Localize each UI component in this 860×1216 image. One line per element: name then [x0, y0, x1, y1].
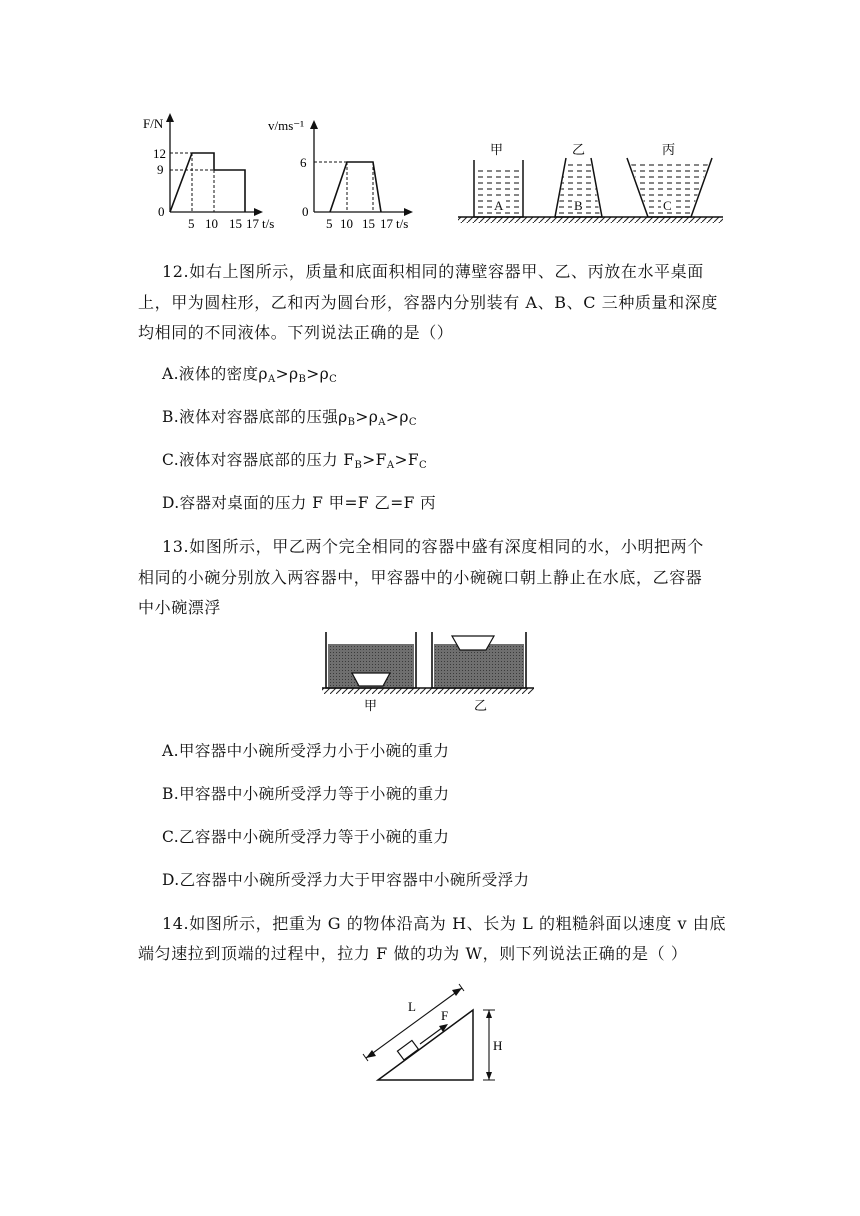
velocity-tick-6: 6 [300, 155, 307, 170]
q12-option-c[interactable]: C.液体对容器底部的压力 $F_B>F_A>F_C$ [162, 451, 428, 471]
force-xtick-17: 17 [246, 216, 259, 231]
q14-stem-line-2: 端匀速拉到顶端的过程中，拉力 F 做的功为 W，则下列说法正确的是（ ） [138, 944, 688, 963]
incline-label-f: F [441, 1008, 449, 1023]
velocity-axis-label: v/ms⁻¹ [268, 118, 305, 133]
force-time-graph [166, 113, 263, 216]
force-origin: 0 [158, 204, 165, 219]
velocity-xtick-15: 15 [362, 216, 375, 231]
incline-label-h: H [493, 1038, 503, 1053]
incline-figure [352, 976, 512, 1088]
liquid-label-c: C [663, 198, 672, 213]
q13-option-c[interactable]: C.乙容器中小碗所受浮力等于小碗的重力 [162, 828, 450, 846]
q13-option-d[interactable]: D.乙容器中小碗所受浮力大于甲容器中小碗所受浮力 [162, 871, 530, 889]
velocity-xtick-5: 5 [326, 216, 333, 231]
q13-stem-line-1: 13.如图所示，甲乙两个完全相同的容器中盛有深度相同的水，小明把两个 [162, 537, 704, 556]
figure-label-jia: 甲 [364, 698, 378, 713]
velocity-time-graph [310, 120, 413, 216]
liquid-label-b: B [574, 198, 583, 213]
force-xtick-10: 10 [205, 216, 218, 231]
figure-label-yi: 乙 [474, 698, 488, 713]
q13-option-b[interactable]: B.甲容器中小碗所受浮力等于小碗的重力 [162, 785, 450, 803]
force-tick-9: 9 [157, 162, 164, 177]
q12-option-b-prefix: B.液体对容器底部的压强 [162, 408, 339, 426]
q12-option-d[interactable]: D.容器对桌面的压力 F 甲=F 乙=F 丙 [162, 494, 437, 512]
top-figures [0, 0, 860, 240]
q12-option-a[interactable]: A.液体的密度$\rho_A>\rho_B>\rho_C$ [162, 365, 338, 385]
liquid-label-a: A [494, 198, 504, 213]
container-label-bing: 丙 [662, 142, 676, 157]
q12-stem-line-2: 上，甲为圆柱形，乙和丙为圆台形，容器内分别装有 A、B、C 三种质量和深度 [138, 293, 718, 312]
velocity-xtick-17: 17 [380, 216, 393, 231]
force-xtick-15: 15 [229, 216, 242, 231]
bowl-in-water-figure [318, 628, 538, 716]
force-xaxis-label: t/s [262, 216, 275, 231]
container-label-yi: 乙 [572, 142, 586, 157]
q13-option-a[interactable]: A.甲容器中小碗所受浮力小于小碗的重力 [162, 742, 450, 760]
q14-stem-line-1: 14.如图所示，把重为 G 的物体沿高为 H、长为 L 的粗糙斜面以速度 v 由底 [162, 914, 727, 933]
force-xtick-5: 5 [188, 216, 195, 231]
containers-figure [458, 158, 723, 223]
q13-stem-line-2: 相同的小碗分别放入两容器中，甲容器中的小碗碗口朝上静止在水底，乙容器 [138, 568, 703, 587]
force-tick-12: 12 [153, 146, 166, 161]
force-axis-label: F/N [143, 116, 164, 131]
container-label-jia: 甲 [490, 142, 504, 157]
q12-stem-line-3: 均相同的不同液体。下列说法正确的是（） [138, 323, 454, 342]
velocity-xaxis-label: t/s [396, 216, 409, 231]
q12-stem-line-1: 12.如右上图所示，质量和底面积相同的薄壁容器甲、乙、丙放在水平桌面 [162, 262, 704, 281]
q12-option-b[interactable]: B.液体对容器底部的压强$\rho_B>\rho_A>\rho_C$ [162, 408, 417, 428]
velocity-origin: 0 [302, 204, 309, 219]
q13-stem-line-3: 中小碗漂浮 [138, 598, 222, 617]
q12-option-c-prefix: C.液体对容器底部的压力 [162, 451, 344, 469]
velocity-xtick-10: 10 [340, 216, 353, 231]
q12-option-a-prefix: A.液体的密度 [162, 365, 259, 383]
incline-label-l: L [408, 999, 416, 1014]
